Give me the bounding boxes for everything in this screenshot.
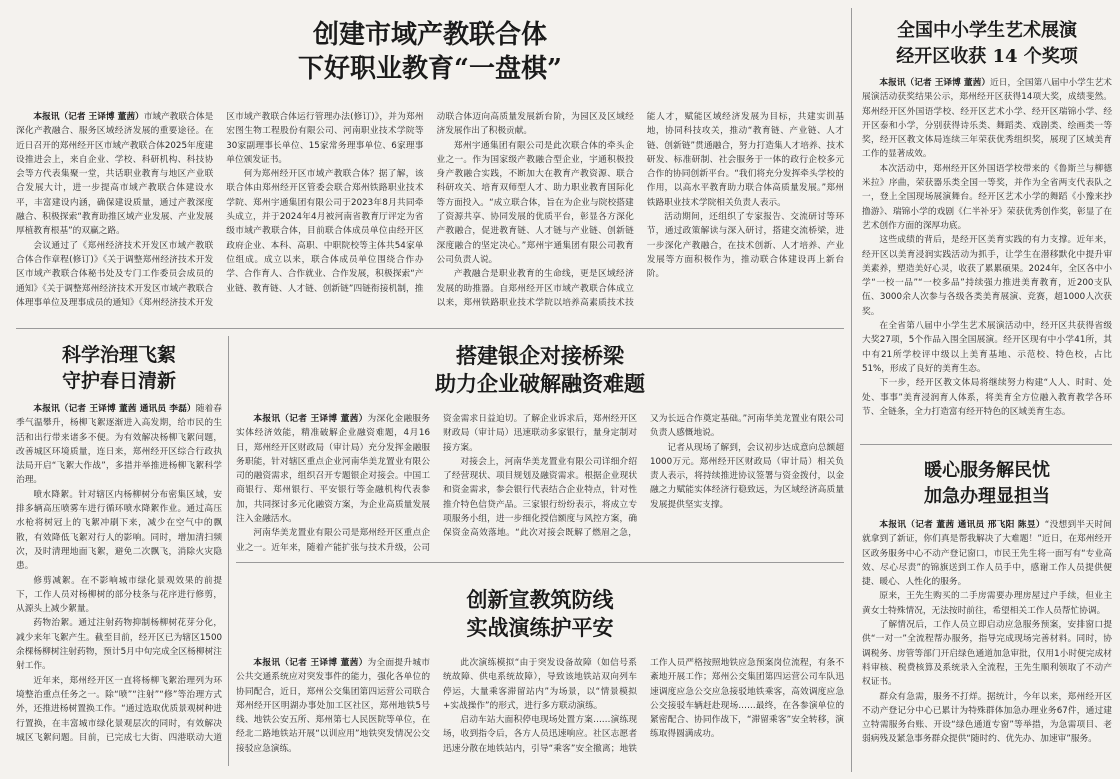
article-willow-catkins <box>16 338 222 770</box>
paragraph: 活动期间，还组织了专家报告、交流研讨等环节，通过政策解读与深入研讨，搭建交流桥梁，进一步深化产教融合，在技术创新、人才培养、产业发展等方面积极作为，推动联合体建设再上新台阶。 <box>646 212 844 280</box>
paragraph: 下一步，经开区教文体局将继续努力构建“人人、时时、处处、事事”美育浸润育人体系，将美育全方位融入教育教学各环节、全链条，全力打造富有经开特色的区域美育生态。 <box>862 378 1112 417</box>
paragraph: 此次演练模拟“由于突发设备故障（如信号系统故障、供电系统故障），导致该地铁站双向列车停运，大量乘客滞留站内”为场景，以“情景模拟+实战操作”的形式，进行多方联动演练。 <box>443 658 637 711</box>
paragraph: 会议通过了《郑州经济技术开发区市域产教联合体合作章程(修订)》《关于调整郑州经济技术开发区市域产教联合体秘书处及专门工作委员会成员的通知》《关于调整郑州经济技术开发区市域产教联合体理事单位及理事成员的通知》《郑州经济技术开发区市域产教联合体运行管理办法(修订)》，并为郑州宏图生物工程股份有限公司、河南职业技术学院等30家副理事长单位、15家常务理事单位、6家理事单位颁发证书。 <box>16 112 424 308</box>
headline <box>862 458 1112 510</box>
headline-line-2: 助力企业破解融资难题 <box>435 371 645 396</box>
paragraph: 本报讯（记者 王译博 董茜）为深化金融服务实体经济效能，精准破解企业融资难题，4月16日，郑州经开区财政局（审计局）充分发挥金融服务职能，针对辖区重点企业河南华美龙置业有限公司的融资需求，组织召开专题银企对接会。中国工商银行、郑州银行、平安银行等金融机构代表参加，共同探讨多元化融资方案，为企业高质量发展注入金融活水。 <box>236 414 430 525</box>
paragraph: 记者从现场了解到，会议初步达成意向总额超1000万元。郑州经开区财政局（审计局）相关负责人表示，将持续推进协议签署与资金拨付，以金融之力赋能实体经济行稳致远，为区域经济高质量发展提供坚实支撑。 <box>650 442 844 510</box>
paragraph: 修剪减絮。在不影响城市绿化景观效果的前提下，工作人员对杨柳树的部分枝条与花序进行修剪，从源头上减少絮量。 <box>16 575 222 615</box>
headline-line-1: 搭建银企对接桥梁 <box>456 343 624 368</box>
article-industry-education <box>16 6 844 320</box>
article-art-awards <box>862 14 1112 438</box>
paragraph: 本次活动中，郑州经开区外国语学校带来的《鲁斯兰与柳德米拉》序曲，荣获器乐类全国一等奖，并作为全省两支代表队之一，登上全国现场展演舞台。经开区艺术小学的舞蹈《小豫来抄撸游》、瑞锦小学的戏剧《仁半补牙》荣获优秀创作奖，彰显了在艺术创作方面的深厚功底。 <box>862 163 1112 231</box>
paragraph: 郑州宇通集团有限公司是此次联合体的牵头企业之一。作为国家级产教融合型企业，宇通积极投身产教融合实践，不断加大在教育产教资源、联合科研攻关、培育双师型人才、助力职业教育国际化等方面投入。“成立联合体，旨在为企业与院校搭建了资源共享、协同发展的优质平台，彰显各方深化产教融合，促进教育链、人才链与产业链、创新链深度融合的坚定决心。”郑州宇通集团有限公司教育公司负责人说。 <box>436 140 634 265</box>
headline-line-1: 创建市域产教联合体 <box>312 20 547 50</box>
byline: 本报讯（记者 王译博 董茜） <box>879 78 991 88</box>
headline-line-1: 暖心服务解民忧 <box>924 460 1050 481</box>
paragraph: 本报讯（记者 王译博 董茜）市域产教联合体是深化产教融合、服务区域经济发展的重要途径。在近日召开的郑州经开区市域产教联合体2025年度建设推进会上，来自企业、学校、科研机构、科技协会等方代表集聚一堂，共话职业教育与地区产业联合发展大计，进一步提高市域产教联合体建设水平，丰富建设内涵，确保建设质量，通过产教深度融合、积极探索“教育助推区域产业发展、产业发展厚植教育根基”的双赢之路。 <box>16 112 214 237</box>
headline <box>862 18 1112 70</box>
article-body <box>16 402 222 770</box>
article-body <box>862 76 1112 438</box>
headline-line-1: 科学治理飞絮 <box>61 344 176 366</box>
article-emergency-drill <box>236 572 844 770</box>
paragraph: 药物治絮。通过注射药物抑制杨柳树花芽分化，减少来年飞絮产生。截至目前，经开区已为辖区1500余棵杨柳树注射药物，预计5月中旬完成全区杨柳树注射工作。 <box>16 618 222 672</box>
headline-line-1: 创新宣教筑防线 <box>466 587 614 612</box>
paragraph: 在全省第八届中小学生艺术展演活动中，经开区共获得省级大奖27项，5个作品入围全国展演。经开区现有中小学41所，其中有21所学校评中级以上美育基地、示范校、特色校，占比51%，形成了良好的美育生态。 <box>862 321 1112 374</box>
section-divider <box>860 444 1112 445</box>
paragraph: 本报讯（记者 王译博 董茜）为全面提升城市公共交通系统应对突发事件的能力，强化各单位的协同配合，近日，郑州公交集团第四运营公司联合郑州经开区明湖办事处加工区社区，郑州地铁5号线、地铁公安五所、郑州第七人民医院等单位，在经北二路地铁站开展“以训应用”地铁突发情况公交接驳应急演练。 <box>236 658 430 754</box>
headline-line-2: 下好职业教育“一盘棋” <box>298 54 562 84</box>
paragraph: 本报讯（记者 王译博 董茜 通讯员 李磊）随着春季气温攀升，杨柳飞絮逐渐进入高发期，给市民的生活和出行带来诸多不便。为有效解决杨柳飞絮问题，改善城区环境质量，连日来，郑州经开区综合行政执法局开启“飞絮大作战”，多措并举推进杨柳飞絮科学治理。 <box>16 404 222 486</box>
headline <box>16 342 222 394</box>
article-body <box>862 518 1112 770</box>
headline-line-2: 经开区收获 14 个奖项 <box>896 46 1078 67</box>
paragraph: 了解情况后，工作人员立即启动应急服务预案，安排窗口提供“一对一”全流程帮办服务，指导完成现场完善材料。同时，协调税务、房管等部门开启绿色通道加急审批，仅用1小时便完成材料审核、税费核算及系统录入全流程，王先生顺利领取了不动产权证书。 <box>862 620 1112 688</box>
headline-line-2: 守护春日清新 <box>61 370 176 392</box>
paragraph: 河南华美龙置业有限公司是郑州经开区重点企业之一。近年来，随着产能扩张与技术升级，公司资金需求日益迫切。了解企业诉求后，郑州经开区财政局（审计局）迅速联动多家银行，量身定制对接方案。 <box>236 414 637 553</box>
paragraph: 启动车站大面积停电现场处置方案……演练现场，收到指令后，各方人员迅速响应。社区志愿者迅速分散在地铁站内，引导“乘客”安全撤离；地铁工作人员严格按照地铁应急预案岗位流程，有条不紊地开展工作；郑州公交集团第四运营公司车队迅速调度应急公交应急接驳地铁乘客，高效调度应急公交接驳车辆赶赴现场……最终，在各参演单位的紧密配合、协同作战下，“滞留乘客”安全转移，演练取得圆满成功。 <box>443 658 844 754</box>
paragraph: 本报讯（记者 王译博 董茜）近日，全国第八届中小学生艺术展演活动获奖结果公示，郑州经开区获得14项大奖，成绩斐然。郑州经开区外国语学校、经开区艺术小学、经开区瑞锦小学、经开区泰和小学，分别获得诗乐类、舞蹈类、戏剧类、绘画类一等奖，经开区教文体局连续三年荣获优秀组织奖，展现了区域美育工作的显著成效。 <box>862 78 1112 160</box>
column-divider <box>851 8 852 772</box>
paragraph: 群众有急需，服务不打烊。据统计，今年以来，郑州经开区不动产登记分中心已累计为特殊群体加急办理业务67件，通过建立特需服务台账、开设“绿色通道专窗”等举措，为急需项目、老弱病残及紧急事务群众提供“随时约、优先办、加速审”服务。 <box>862 691 1112 745</box>
paragraph: 喷水降絮。针对辖区内杨柳树分布密集区域，安排多辆高压喷雾车进行循环喷水降絮作业。通过高压水枪将树冠上的飞絮冲刷下来，减少在空气中的飘散，有效降低飞絮对行人的影响。同时，增加清扫频次，及时清理地面飞絮，避免二次飘飞，消除火灾隐患。 <box>16 489 222 572</box>
byline: 本报讯（记者 王译博 董茜） <box>253 658 368 668</box>
headline-line-1: 全国中小学生艺术展演 <box>897 20 1077 41</box>
section-divider <box>236 562 844 563</box>
headline <box>16 18 844 86</box>
article-body <box>16 110 844 320</box>
headline-line-2: 实战演练护平安 <box>466 615 614 640</box>
byline: 本报讯（记者 王译博 董茜） <box>33 112 144 122</box>
headline-line-2: 加急办理显担当 <box>924 486 1050 507</box>
paragraph: 近年来，郑州经开区一直将杨柳飞絮治理列为环境整治重点任务之一。除“喷”“注射”“修”等治理方式外，还推进杨树置换工作。“通过选取优质景观树种进行置换，在丰富城市绿化景观层次的同时，有效解决城区飞絮问题。目前，已完成七大街、四港联动大道 <box>16 675 222 743</box>
paragraph: 对接会上，河南华美龙置业有限公司详细介绍了经营现状、项目规划及融资需求。根据企业现状和资金需求，参会银行代表结合企业特点，针对性推介特色信贷产品。三家银行纷纷表示，将成立专项服务小组，进一步细化授信额度与风控方案，确保资金高效落地。“此次对接会既解了燃眉之急，又为长远合作奠定基础。”河南华美龙置业有限公司负责人感慨地说。 <box>443 414 844 539</box>
article-body <box>236 656 844 770</box>
byline: 本报讯（记者 董茜 通讯员 邢飞阳 陈昱） <box>879 520 1045 530</box>
headline <box>236 342 844 398</box>
headline <box>236 586 844 642</box>
article-bank-enterprise <box>236 338 844 556</box>
paragraph: 产教融合是职业教育的生命线，更是区域经济发展的助推器。自郑州经开区市域产教联合体成立以来，郑州铁路职业技术学院以培养高素质技术技能人才，赋能区域经济发展为目标，共建实训基地，协同科技攻关，推动“教育链、产业链、人才链、创新链”贯通融合，努力打造集人才培养、技术研发、标准研制、社会服务于一体的政行企校多元合作的协同创新平台。“我们将充分发挥牵头学校的作用，以高水平教育助力联合体高质量发展。”郑州铁路职业技术学院相关负责人表示。 <box>436 112 844 308</box>
column-divider <box>228 336 229 766</box>
paragraph: 本报讯（记者 董茜 通讯员 邢飞阳 陈昱）“没想到半天时间就拿到了新证，你们真是帮我解决了大难题！”近日，在郑州经开区政务服务中心不动产登记窗口，市民王先生将一面写有“专业高效、尽心尽责”的锦旗送到工作人员手中，感谢工作人员提供便捷、暖心、人性化的服务。 <box>862 520 1112 588</box>
section-divider <box>16 328 844 329</box>
byline: 本报讯（记者 王译博 董茜） <box>253 414 368 424</box>
byline: 本报讯（记者 王译博 董茜 通讯员 李磊） <box>33 404 196 414</box>
paragraph: 这些成绩的背后，是经开区美育实践的有力支撑。近年来，经开区以美育浸润实践活动为抓手，让学生在潜移默化中提升审美素养，塑造美好心灵，收获了累累硕果。2024年，全区各中小学“一校一品”“一校多品”持续强力推进美育教育，近200支队伍、3000余人次参与各级各类美育展演、竞赛，超1000人次获奖。 <box>862 235 1112 317</box>
article-body <box>236 412 844 556</box>
article-warm-service <box>862 452 1112 770</box>
paragraph: 原来，王先生购买的二手房需要办理房屋过户手续，但业主黄女士特殊情况，无法按时前往，希望相关工作人员帮忙协调。 <box>862 591 1112 616</box>
paragraph: 何为郑州经开区市域产教联合体？据了解，该联合体由郑州经开区管委会联合郑州铁路职业技术学院、郑州宇通集团有限公司于2023年8月共同牵头成立，并于2024年4月被河南省教育厅评定为省级市域产教联合体，目前联合体成员单位由经开区政府企业、本科、高职、中职院校等主体共54家单位组成。成立以来，联合体成员单位围绕合作办学、合作育人、合作就业、合作发展，积极探索“产业链、教育链、人才链、创新链”四链衔接机制，推动联合体迈向高质量发展新台阶，为园区及区域经济发展作出了积极贡献。 <box>226 112 634 294</box>
